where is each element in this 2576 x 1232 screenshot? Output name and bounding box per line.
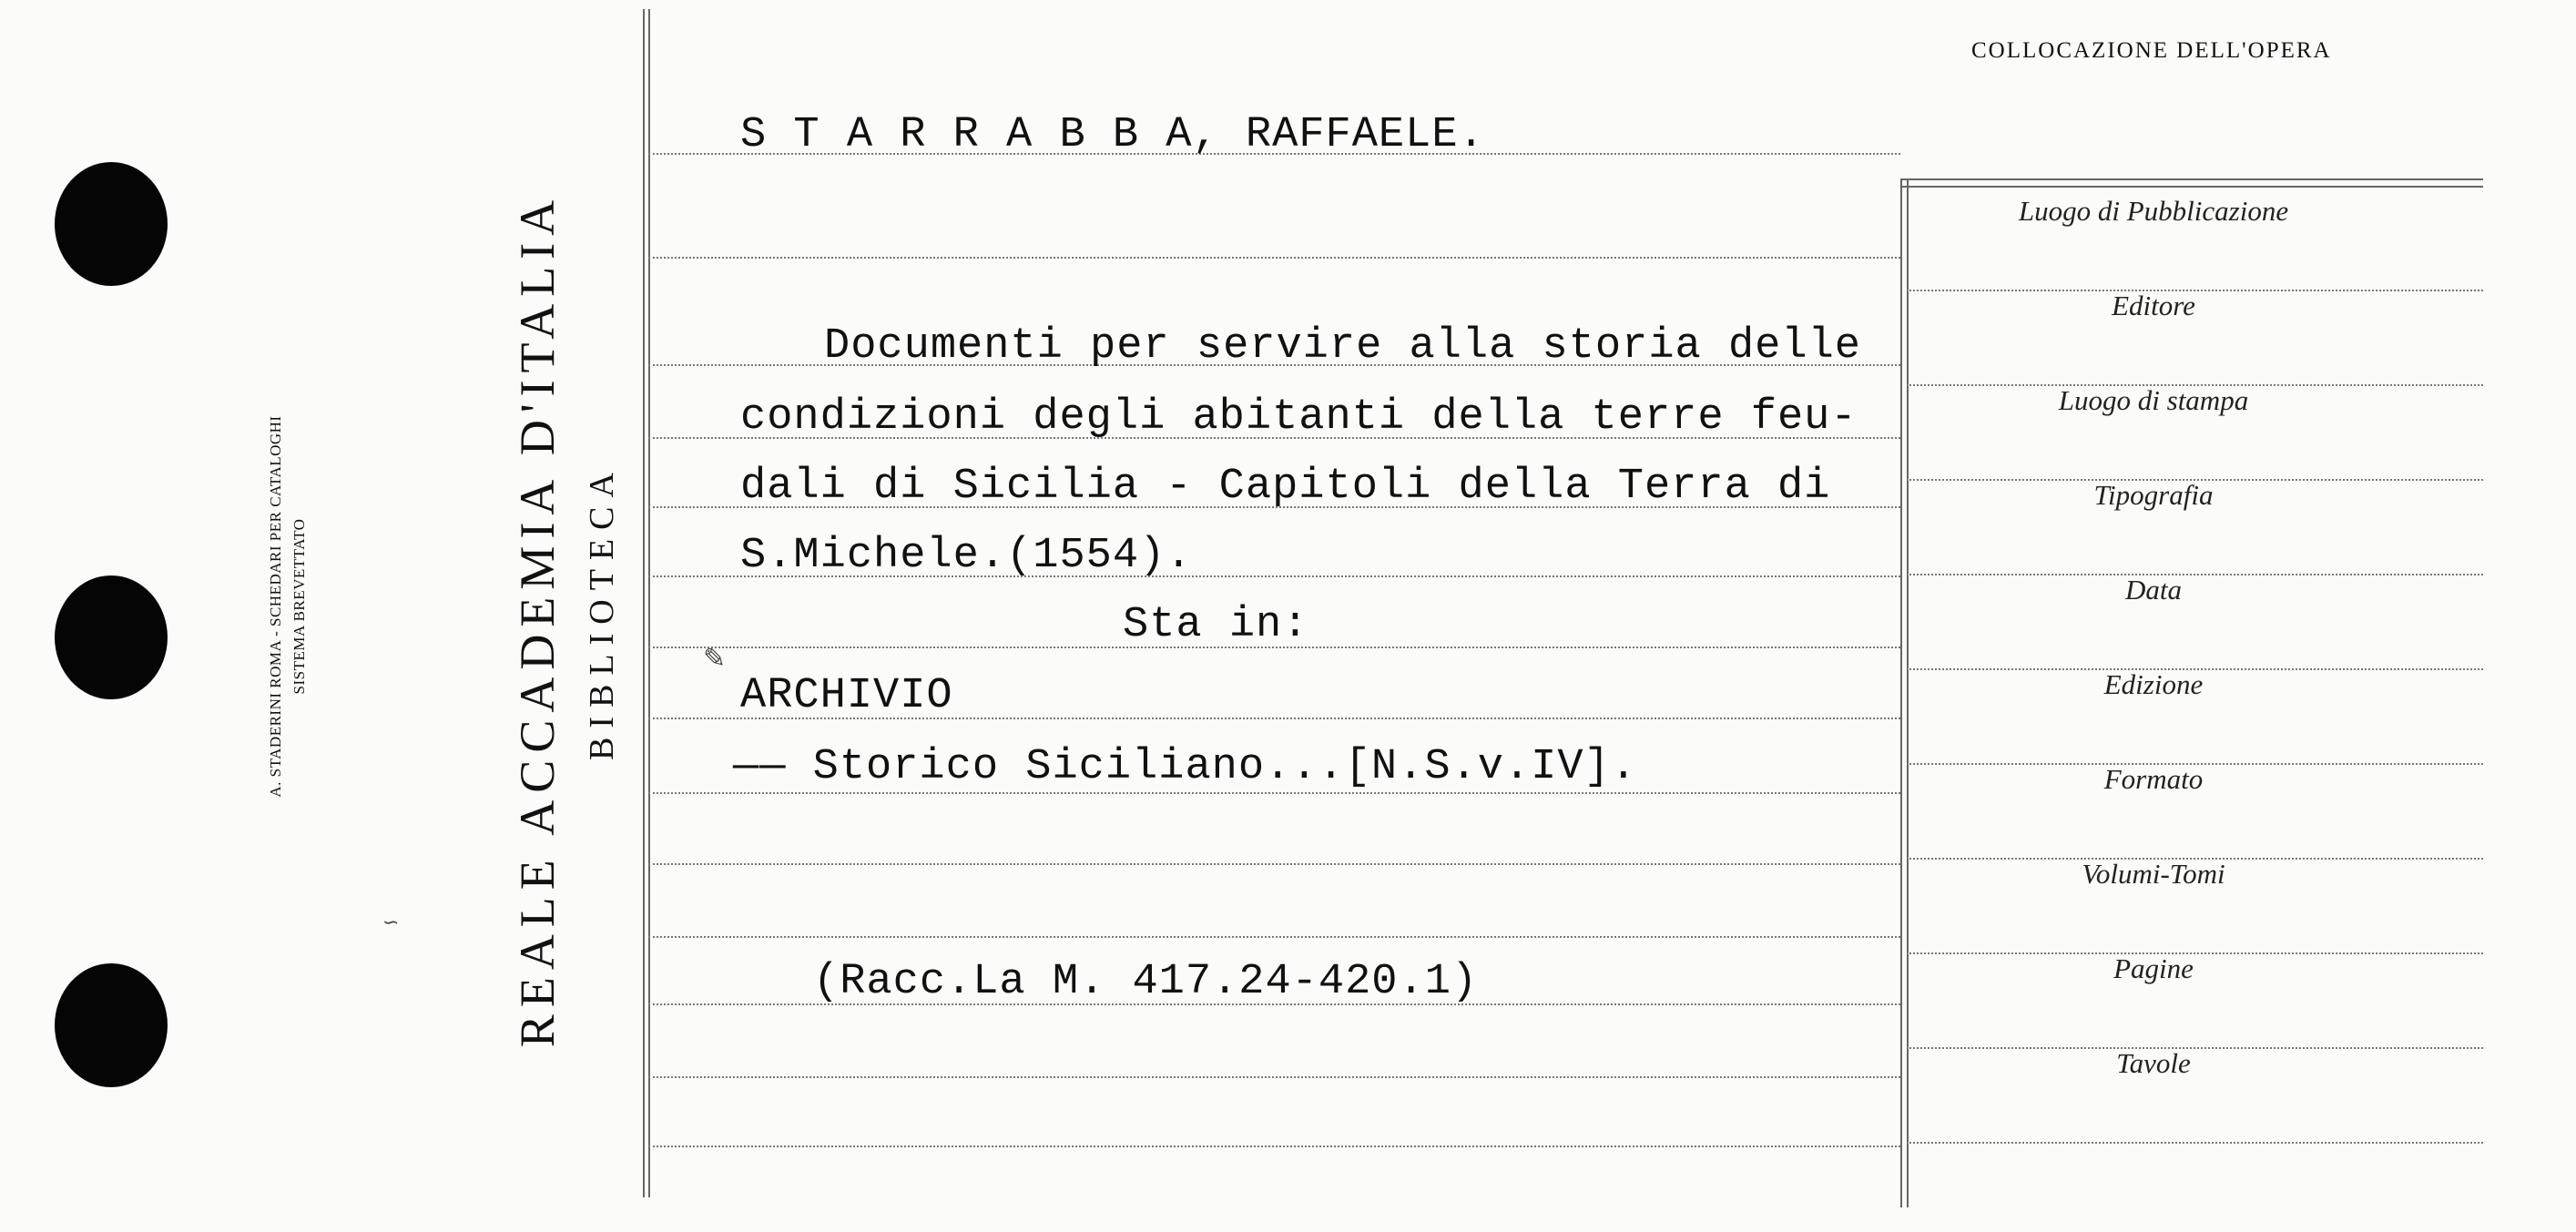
ruled-line (648, 936, 1900, 938)
printer-line-1: A. STADERINI ROMA - SCHEDARI PER CATALOGHI (267, 415, 284, 798)
field-pages: Pagine (2113, 952, 2194, 984)
journal-line-1: ARCHIVIO (740, 672, 953, 720)
field-separator (1907, 1142, 2483, 1144)
ruled-line (648, 1076, 1900, 1078)
academy-heading: REALE ACCADEMIA D'ITALIA (510, 192, 565, 1048)
field-format: Formato (2103, 763, 2204, 795)
collocation-label: COLLOCAZIONE DELL'OPERA (1971, 38, 2332, 63)
punch-hole-bottom (55, 963, 168, 1087)
title-line-2: condizioni degli abitanti della terre feu- (740, 393, 1858, 442)
field-printer: Tipografia (2093, 479, 2214, 511)
field-plates: Tavole (2116, 1047, 2191, 1079)
ink-mark: ✎ (703, 644, 727, 674)
title-line-3: dali di Sicilia - Capitoli della Terra di (740, 463, 1831, 511)
printer-imprint (264, 333, 311, 880)
field-edition: Edizione (2103, 668, 2204, 700)
field-place-of-publication: Luogo di Pubblicazione (2018, 195, 2289, 227)
ruled-line (648, 792, 1900, 794)
printer-line-2: SISTEMA BREVETTATO (290, 518, 308, 695)
field-date: Data (2125, 574, 2182, 606)
title-line-1: Documenti per servire alla storia delle (824, 322, 1861, 371)
ruled-line (648, 1145, 1900, 1147)
left-margin-rule (643, 9, 645, 1197)
field-place-of-printing: Luogo di stampa (2058, 384, 2249, 416)
author-heading: S T A R R A B B A, RAFFAELE. (740, 111, 1485, 159)
ink-mark: ∽ (382, 911, 400, 933)
contained-in-label: Sta in: (1123, 601, 1309, 649)
ruled-line (648, 257, 1900, 259)
field-publisher: Editore (2112, 290, 2195, 321)
ruled-line (648, 863, 1900, 865)
library-heading: BIBLIOTECA (583, 463, 621, 760)
field-column-rule (1900, 178, 1902, 1207)
left-margin-rule-inner (648, 9, 650, 1197)
title-line-4: S.Michele.(1554). (740, 532, 1193, 580)
shelfmark: (Racc.La M. 417.24-420.1) (813, 958, 1479, 1006)
field-volumes: Volumi-Tomi (2082, 858, 2225, 890)
punch-hole-middle (55, 575, 168, 699)
field-column-top-rule-inner (1900, 186, 2483, 188)
punch-hole-top (55, 162, 168, 286)
field-column-top-rule (1900, 178, 2483, 180)
journal-line-2: —— Storico Siciliano...[N.S.v.IV]. (733, 743, 1637, 791)
